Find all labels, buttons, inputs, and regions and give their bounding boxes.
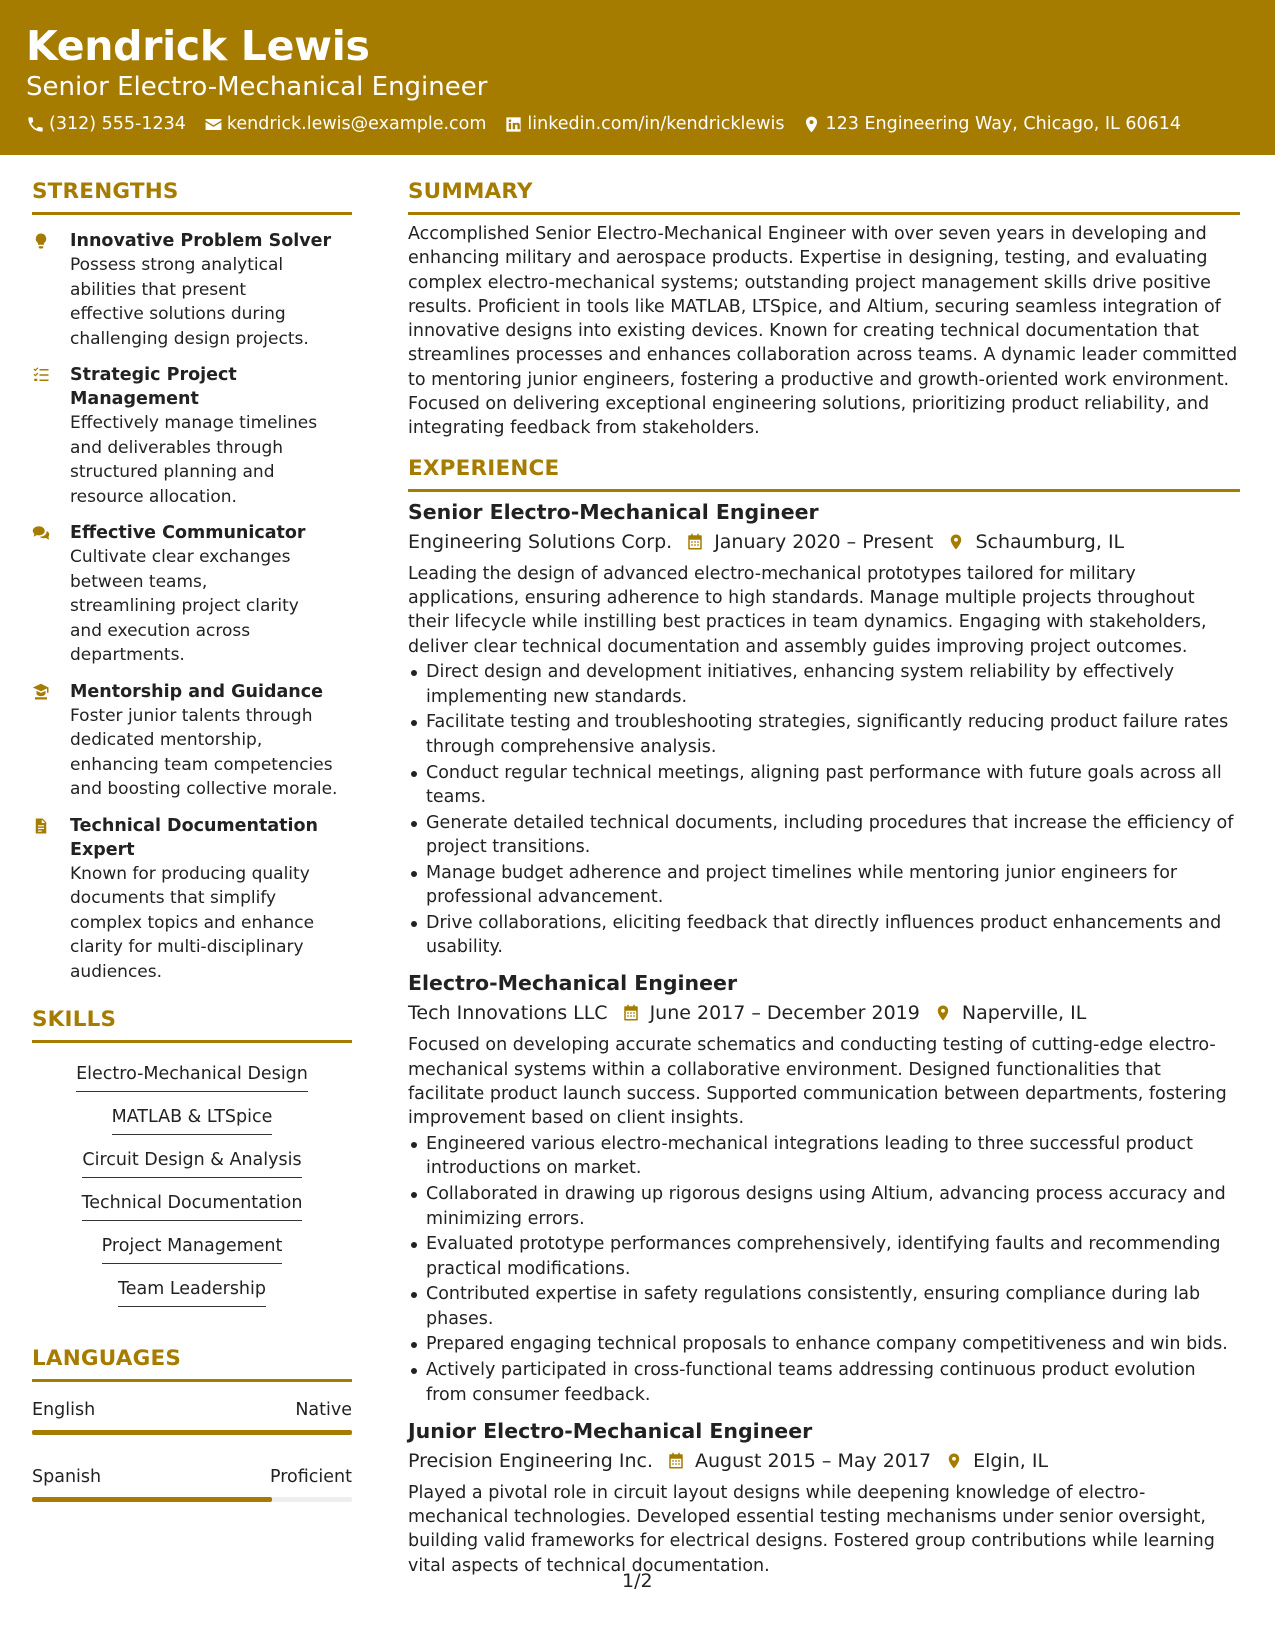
strength-title: Effective Communicator	[70, 523, 306, 543]
strength-title: Technical Documentation Expert	[70, 815, 319, 860]
job-entry	[408, 498, 1240, 960]
language-bar	[32, 1497, 352, 1502]
job-entry	[408, 969, 1240, 1406]
job-bullets	[408, 1132, 1240, 1407]
phone-text: (312) 555-1234	[49, 114, 186, 134]
strength-title: Mentorship and Guidance	[70, 681, 323, 702]
language-name: Spanish	[32, 1467, 102, 1487]
job-description: Leading the design of advanced electro-mechanical prototypes tailored for military applications, ensuring adherence to high standards. Manage multiple projects throughout their lifecycle while instilling best practices in team dynamics. Engaging with stakeholders, deliver clear technical documentation and assembly guides improving project outcomes.	[408, 563, 1207, 657]
linkedin-icon	[504, 115, 523, 134]
strength-desc: Foster junior talents through dedicated mentorship, enhancing team competencies and boosting collective morale.	[70, 705, 338, 799]
candidate-name: Kendrick Lewis	[26, 22, 370, 70]
phone-icon	[26, 115, 45, 134]
contact-bar	[26, 114, 1249, 134]
language-bar	[32, 1430, 352, 1435]
job-description: Focused on developing accurate schematics and conducting testing of cutting-edge electro-mechanical systems within a collaborative environment. Designed functionalities that facilitate product launch success. Supported communication between departments, fostering improvement based on client insights.	[408, 1035, 1227, 1129]
strength-item	[32, 229, 352, 351]
map-pin-icon	[945, 1452, 963, 1470]
job-dates: June 2017 – December 2019	[649, 1002, 920, 1025]
contact-email[interactable]	[204, 114, 487, 134]
job-dates: January 2020 – Present	[714, 530, 934, 553]
strength-desc: Known for producing quality documents that simplify complex topics and enhance clarity for multi-disciplinary audiences.	[70, 863, 315, 982]
email-text: kendrick.lewis@example.com	[226, 114, 487, 134]
strength-desc: Cultivate clear exchanges between teams, streamlining project clarity and execution across departments.	[70, 547, 299, 665]
left-column	[32, 178, 352, 1502]
skill-tag: MATLAB & LTSpice	[112, 1105, 273, 1135]
calendar-icon	[667, 1452, 685, 1470]
job-bullet: Drive collaborations, eliciting feedback that directly influences product enhancements and usability.	[408, 911, 1240, 960]
skill-tag: Electro-Mechanical Design	[76, 1062, 308, 1092]
job-location: Elgin, IL	[973, 1449, 1049, 1472]
strengths-heading: STRENGTHS	[32, 178, 352, 215]
skills-heading: SKILLS	[32, 1006, 352, 1043]
document-icon	[32, 817, 50, 835]
map-pin-icon	[947, 533, 965, 551]
strength-item	[32, 680, 352, 802]
job-company: Precision Engineering Inc.	[408, 1449, 653, 1472]
job-title: Junior Electro-Mechanical Engineer	[408, 1418, 813, 1443]
strength-desc: Effectively manage timelines and deliverables through structured planning and resource allocation.	[70, 413, 318, 507]
map-pin-icon	[934, 1004, 952, 1022]
job-location: Schaumburg, IL	[975, 530, 1125, 553]
strength-item	[32, 521, 352, 668]
language-name: English	[32, 1400, 96, 1420]
language-item	[32, 1398, 352, 1435]
page-number: 1/2	[622, 1570, 653, 1592]
job-bullet: Prepared engaging technical proposals to enhance company competitiveness and win bids.	[408, 1332, 1240, 1356]
job-meta	[408, 528, 1240, 556]
skill-tag: Circuit Design & Analysis	[82, 1148, 301, 1178]
job-dates: August 2015 – May 2017	[695, 1449, 932, 1472]
strength-desc: Possess strong analytical abilities that present effective solutions during challenging design projects.	[70, 255, 309, 349]
job-bullet: Direct design and development initiatives, enhancing system reliability by effectively implementing new standards.	[408, 660, 1240, 709]
strength-item	[32, 363, 352, 509]
strength-title: Innovative Problem Solver	[70, 231, 332, 251]
skill-tag: Project Management	[102, 1234, 283, 1264]
job-bullet: Evaluated prototype performances comprehensively, identifying faults and recommending practical modifications.	[408, 1232, 1240, 1281]
lightbulb-icon	[32, 232, 50, 250]
linkedin-text: linkedin.com/in/kendricklewis	[527, 114, 785, 134]
strength-item	[32, 814, 352, 985]
job-bullet: Collaborated in drawing up rigorous designs using Altium, advancing process accuracy and minimizing errors.	[408, 1182, 1240, 1231]
chat-bubbles-icon	[32, 524, 50, 542]
job-bullet: Contributed expertise in safety regulations consistently, ensuring compliance during lab phases.	[408, 1282, 1240, 1331]
strength-title: Strategic Project Management	[70, 365, 237, 409]
job-title: Senior Electro-Mechanical Engineer	[408, 499, 819, 524]
job-meta	[408, 1447, 1240, 1475]
job-title: Electro-Mechanical Engineer	[408, 971, 738, 996]
language-bar-fill	[32, 1497, 272, 1502]
checklist-icon	[32, 366, 50, 384]
job-bullets	[408, 660, 1240, 959]
summary-text: Accomplished Senior Electro-Mechanical Engineer with over seven years in developing and enhancing military and aerospace products. Expertise in designing, testing, and evaluating complex electro-mechanical systems; outstanding project management skills drive positive results. Proficient in tools like MATLAB, LTSpice, and Altium, securing seamless integration of innovative designs into existing devices. Known for creating technical documentation that streamlines processes and enhances collaboration across teams. A dynamic leader committed to mentoring junior engineers, fostering a productive and growth-oriented work environment. Focused on delivering exceptional engineering solutions, prioritizing product reliability, and integrating feedback from stakeholders.	[408, 224, 1238, 439]
job-location: Naperville, IL	[961, 1002, 1087, 1025]
calendar-icon	[686, 533, 704, 551]
job-meta	[408, 999, 1240, 1027]
job-bullet: Facilitate testing and troubleshooting strategies, significantly reducing product failure rates through comprehensive analysis.	[408, 710, 1240, 759]
graduation-teacher-icon	[32, 683, 50, 701]
skill-tag: Technical Documentation	[82, 1191, 303, 1221]
languages-heading: LANGUAGES	[32, 1345, 352, 1382]
job-bullet: Engineered various electro-mechanical integrations leading to three successful product introductions on market.	[408, 1132, 1240, 1181]
calendar-icon	[622, 1004, 640, 1022]
contact-address	[802, 114, 1181, 134]
language-bar-fill	[32, 1430, 352, 1435]
job-description: Played a pivotal role in circuit layout designs while deepening knowledge of electro-mechanical technologies. Developed essential testing mechanisms under senior oversight, building valid frameworks for electrical designs. Fostered group contributions while learning vital aspects of technical documentation.	[408, 1482, 1215, 1576]
job-bullet: Generate detailed technical documents, including procedures that increase the efficiency of project transitions.	[408, 811, 1240, 860]
job-company: Tech Innovations LLC	[408, 1002, 608, 1025]
right-column	[408, 178, 1240, 1578]
envelope-icon	[204, 115, 223, 134]
job-bullet: Manage budget adherence and project timelines while mentoring junior engineers for professional advancement.	[408, 861, 1240, 910]
address-text: 123 Engineering Way, Chicago, IL 60614	[825, 114, 1182, 134]
skills-list	[32, 1043, 352, 1307]
candidate-title: Senior Electro-Mechanical Engineer	[26, 72, 488, 102]
skill-tag: Team Leadership	[118, 1277, 266, 1307]
job-entry	[408, 1417, 1240, 1578]
map-pin-icon	[802, 115, 821, 134]
summary-heading: SUMMARY	[408, 178, 1240, 215]
language-level: Proficient	[270, 1467, 352, 1487]
resume-header	[0, 0, 1275, 155]
contact-linkedin[interactable]	[504, 114, 784, 134]
job-bullet: Actively participated in cross-functional teams addressing continuous product evolution from consumer feedback.	[408, 1358, 1240, 1407]
experience-heading: EXPERIENCE	[408, 455, 1240, 492]
language-item	[32, 1465, 352, 1502]
job-company: Engineering Solutions Corp.	[408, 530, 673, 553]
contact-phone[interactable]	[26, 114, 186, 134]
language-level: Native	[295, 1400, 352, 1420]
job-bullet: Conduct regular technical meetings, aligning past performance with future goals across all teams.	[408, 761, 1240, 810]
